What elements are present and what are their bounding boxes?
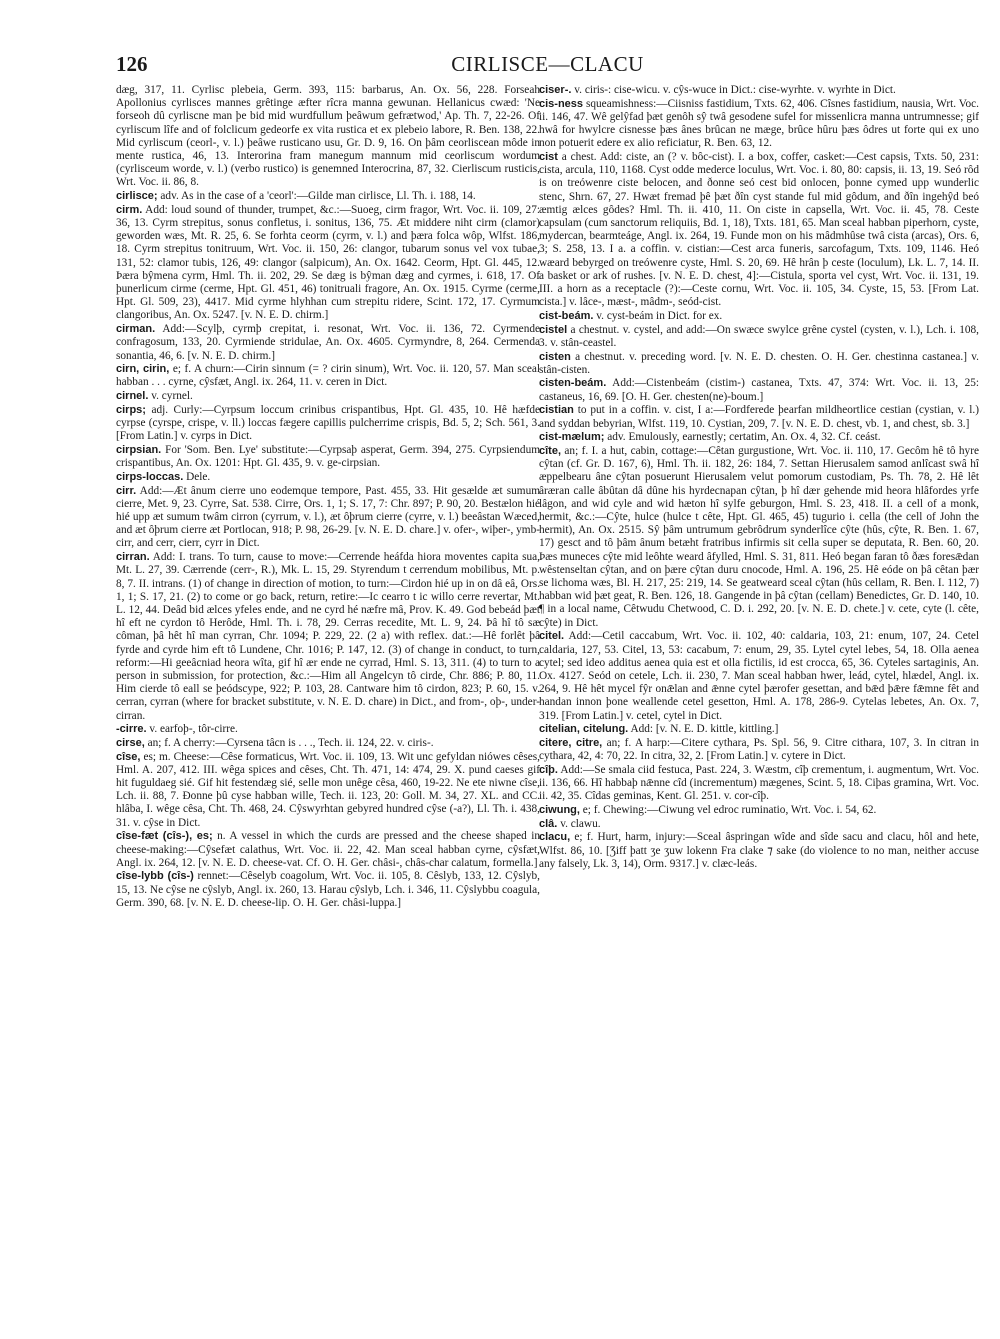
page-header bbox=[116, 52, 979, 80]
entry-headword: cistel bbox=[539, 323, 568, 336]
entry-text: v. ciris-: cise-wicu. v. cŷs-wuce in Dict.: cise-wyrhte. v. wyrhte in Dict. bbox=[574, 84, 896, 96]
entry-text: e; f. Chewing:—Ciwung vel edroc ruminatio, Wrt. Voc. i. 54, 62. bbox=[582, 803, 877, 816]
dictionary-entry bbox=[116, 84, 540, 190]
entry-text: v. clawu. bbox=[560, 817, 601, 830]
dictionary-entry bbox=[539, 404, 979, 430]
entry-text: es; m. Cheese:—Cêse formaticus, Wrt. Voc. ii. 109, 13. Wit unc gefyldan niówes cêses, Hml. A. 207, 412. III. wêga spices and cêses, Cht. Th. 471, 14: 474, 29. X. pund caeses gif hit fuguldaeg sié. Gif hit festendæg sié, selle mon unêge cêsa, 460, 19-22. Ne ete niwne cîse, Lch. ii. 88, 7. Ðonne þû cyse habban wille, Tech. ii. 123, 20: Goll. M. 34, 27. XL. and CC. hlâba, I. wêge cêsa, Cht. Th. 468, 24. Cŷswyrhtan gebyred hundred cŷse (-a?), Ll. Th. i. 438, 31. v. cŷse in Dict. bbox=[116, 750, 540, 829]
entry-headword: -cirre. bbox=[116, 723, 147, 736]
entry-text: Add:—Æt ânum cierre uno eodemque tempore, Past. 455, 33. Hit gesælde æt sumum cierre, Met. 9, 23. Cyrre, Sat. 538. Cirre, Ors. 1, 1; S. 17, 7: Chr. 897; P. 90, 20. Bestælon hié hié upp æt sumum twâm cirron (cyrrum, v. l.), æt ôþrum cierre (cyrre, v. l.) beeâstan Wæced, and æt ôþrum cierre æt Portlocan, 918; P. 98, 26-29. [v. N. E. D. chare.] v. ofer-, wiþer-, ymb-cirr, and cerr, cierr, cyrr in Dict. bbox=[116, 484, 540, 550]
entry-text: Add: [v. N. E. D. kittle, kittling.] bbox=[630, 723, 779, 736]
entry-text: a chest. Add: ciste, an (? v. bôc-cist). I. a box, coffer, casket:—Cest capsis, Txts. 50, 231: cista, arcula, 110, 1168. Cyst odde mederce loculus, Wrt. Voc. i. 80, 80: capsis, ii. 13, 19. Seó rôd is on treówenre ciste belocen, and ðonne seó cest bid onlocen, þonne cymed upp wunderlic stenc, Shrn. 67, 27. Hwæt fremad þê þæt ðîn cyst stande ful mid gôdum, and ðîn ingehŷd beó æmtig ælces gôdes? Hml. Th. ii. 410, 11. On ciste in capsella, Wrt. Voc. ii. 45, 78. Ceste capsulam (cum sanctorum reliquiis, Bd. 1, 18), Txts. 181, 65. Man sceal habban piperhorn, cyste, mydercan, bearmteáge, Angl. ix. 264, 19. Funde mon on his mâdmhûse twâ cista (arcas), Ors. 6, 3; S. 258, 13. I a. a coffin. v. cistian:—Cest arca funeris, sarcofagum, Txts. 109, 1146. Heó wæard bebyrged on treówenre cyste, Hml. S. 20, 69. Hê hrân þ ceste (loculum), Lk. L. 7, 14. II. a basket or ark of rushes. [v. N. E. D. chest, 4]:—Cistula, sporta vel cyst, Wrt. Voc. ii. 131, 19. III. a horn as a receptacle (?):—Ceste cornu, Wrt. Voc. ii. 105, 34. Cyste, 15, 53. [From Lat. cista.] v. lâce-, mæst-, mâdm-, seód-cist. bbox=[539, 151, 979, 309]
dictionary-entry bbox=[116, 751, 540, 830]
dictionary-entry bbox=[116, 404, 540, 444]
entry-headword: cîte, bbox=[539, 444, 562, 457]
entry-text: Add: loud sound of thunder, trumpet, &c.:—Suoeg, cirm fragor, Wrt. Voc. ii. 109, 27: 36, 13. Cyrm strepitus, sonus confletus, i. sonitus, 136, 75. Æt middere niht cirm (clamor) geworden wæs, Mt. R. 25, 6. Se forhta ceorm (cyrm, v. l.) and þæra folca wôp, Wlfst. 186, 18. Cyrm strepitus tonitruum, Wrt. Voc. ii. 150, 26: clangor, tubarum sonus vel vox tubae, 131, 52: clamor tubis, 126, 49: clangor (salpicum), An. Ox. 1642. Ceorm, Hpt. Gl. 445, 12. Þæra bŷmena cyrm, Hml. Th. ii. 202, 29. Se dæg is bŷman dæg and cyrmes, i. 618, 17. Of þunerlicum cirme (cerme, Hpt. Gl. 451, 46) tonitruali fragore, An. Ox. 1915. Cyrme (cerme, Hpt. Gl. 509, 23), 4417. Mid cyrme hlyhhan cum strepitu ridere, Scint. 172, 17. Cyrmum clangoribus, An. Ox. 5247. [v. N. E. D. chirm.] bbox=[116, 203, 540, 322]
entry-text: Dele. bbox=[186, 470, 211, 483]
dictionary-entry bbox=[539, 723, 979, 736]
dictionary-entry bbox=[116, 485, 540, 551]
dictionary-entry bbox=[539, 804, 979, 817]
entry-headword: cirm. bbox=[116, 203, 143, 216]
entry-headword: cirnel. bbox=[116, 390, 149, 403]
entry-text: e; f. A churn:—Cirin sinnum (= ? cirin sinum), Wrt. Voc. ii. 120, 57. Man sceal habban . . . cyrne, cŷsfæt, Angl. ix. 264, 11. v. ceren in Dict. bbox=[116, 363, 540, 389]
dictionary-entry bbox=[116, 444, 540, 470]
entry-headword: cîse-lybb (cîs-) bbox=[116, 870, 194, 883]
entry-headword: cirman. bbox=[116, 323, 156, 336]
dictionary-entry bbox=[539, 818, 979, 831]
entry-headword: cirr. bbox=[116, 484, 137, 497]
entry-headword: cist-mælum; bbox=[539, 431, 605, 444]
entry-headword: cîse-fæt (cîs-), es; bbox=[116, 830, 213, 843]
dictionary-entry bbox=[116, 737, 540, 750]
entry-headword: citel. bbox=[539, 630, 565, 643]
dictionary-entry bbox=[116, 870, 540, 910]
entry-text: v. cyrnel. bbox=[151, 390, 193, 403]
dictionary-entry bbox=[539, 377, 979, 403]
entry-text: a chestnut. v. preceding word. [v. N. E. D. chesten. O. H. Ger. chestinna castanea.] v. stân-cisten. bbox=[539, 350, 979, 376]
dictionary-entry bbox=[116, 471, 540, 484]
entry-headword: cirpsian. bbox=[116, 443, 162, 456]
dictionary-entry bbox=[539, 445, 979, 630]
entry-text: Add:—Scylþ, cyrmþ crepitat, i. resonat, Wrt. Voc. ii. 136, 72. Cyrmende confragosum, 133, 20. Cyrmiende stridulae, An. Ox. 4605. Cyrmyndre, 8, 264. Cermenda sonantia, 46, 6. [v. N. E. D. chirm.] bbox=[116, 323, 540, 362]
dictionary-entry bbox=[116, 204, 540, 323]
dictionary-entry bbox=[539, 431, 979, 444]
entry-headword: cirse, bbox=[116, 736, 145, 749]
entry-text: adv. Emulously, earnestly; certatim, An. Ox. 4, 32. Cf. ceást. bbox=[607, 431, 881, 444]
entry-text: an; f. A cherry:—Cyrsena tâcn is . . ., Tech. ii. 124, 22. v. ciris-. bbox=[147, 736, 434, 749]
left-column bbox=[116, 84, 540, 1304]
entry-headword: cistian bbox=[539, 404, 574, 417]
dictionary-entry bbox=[539, 98, 979, 151]
dictionary-entry bbox=[539, 351, 979, 377]
entry-text: e; f. Hurt, harm, injury:—Sceal âspringan wîde and sîde sacu and clacu, hôl and hete, Wlfst. 86, 10. [Ʒiff þatt ʒe ʒuw lokenn Fra clake ⁊ sake (do violence to no man, neither accuse any falsely, Lk. 3, 14), Orm. 9317.] v. clæc-leás. bbox=[539, 831, 979, 870]
entry-text: For 'Som. Ben. Lye' substitute:—Cyrpsaþ asperat, Germ. 394, 275. Cyrpsiendum crispantibus, An. Ox. 1201: Hpt. Gl. 435, 9. v. ge-cirpsian. bbox=[116, 443, 540, 470]
entry-headword: ciwung, bbox=[539, 803, 580, 816]
entry-text: an; f. I. a hut, cabin, cottage:—Cêtan gurgustione, Wrt. Voc. ii. 110, 17. Gecôm hê tô hyre cŷtan (cf. Gr. D. 167, 6), Hml. Th. ii. 182, 26: 184, 7. Settan Hierusalem samod anlîcast swâ hî æppelbearu âne cŷtan posuerunt Hierusalem velut pomorum custodiam, Ps. Th. 78, 2. Hê lêt âræran calle âbûtan dâ dûne his hyrdecnapan cŷtan, þ hî dær gehende mid heora hlâfordes yrfe lâgon, and wid cyle and wid hæton hî sylfe geburgon, Hml. S. 23, 418. II. a cell of a monk, hermit, &c.:—Cŷte, hulce (hulce t cête, Hpt. Gl. 465, 45) tugurio i. cella (the cell of John the hermit), An. Ox. 2515. Sŷ þâm untrumum gebrôdrum synderlîce cŷte (hûs, cŷte, R. Ben. 1. 67, 17) gesct and tô þâm ânum betæht fratribus infirmis sit cella super se deputata, R. Ben. 60, 20. Þæs muneces cŷte mid leôhte weard âfylled, Hml. S. 31, 811. Heó began faran tô ðæs foresǣdan wêstenseltan cŷtan, and on þære cŷtan duru cnocode, Hml. A. 196, 25. Hê eóde on þâ cêtan þær se lichoma wæs, Bl. H. 217, 25: 219, 14. Se geatweard sceal cŷtan (hûs cellam, R. Ben. I. 112, 7) habban wid þæt geat, R. Ben. 126, 18. Gangende in þâ cŷtan (cellam) Benedictes, Gr. D. 140, 10. ¶ in a local name, Cêtwudu Chetwood, C. D. i. 292, 20. [v. N. E. D. chete.] v. cete, cyte (l. cête, cŷte) in Dict. bbox=[539, 444, 979, 629]
dictionary-entry bbox=[116, 723, 540, 736]
entry-headword: cisten-beám. bbox=[539, 377, 607, 390]
entry-headword: cirps; bbox=[116, 403, 146, 416]
entry-headword: clacu, bbox=[539, 831, 571, 844]
entry-text: a chestnut. v. cystel, and add:—On swæce swylce grêne cystel (cysten, v. l.), Lch. i. 108, 3. v. stân-ceastel. bbox=[539, 323, 979, 349]
entry-text: to put in a coffin. v. cist, I a:—Fordferede þearfan mildheortlice cestian (cystian, v. l.) and syddan bebyrian, Wlfst. 119, 10. Cystian, 209, 7. [v. N. E. D. chest, vb. 1, and chest, sb. 3.] bbox=[539, 404, 979, 430]
dictionary-entry bbox=[116, 551, 540, 723]
entry-text: adj. Curly:—Cyrpsum loccum crinibus crispantibus, Hpt. Gl. 435, 10. Hê hæfde cyrpse (cyrspe, crispe, v. ll.) loccas fægere capillis pulcherrime crispis, Bd. 5, 2; Sch. 561, 3. [From Latin.] v. cyrps in Dict. bbox=[116, 403, 540, 443]
page-number: 126 bbox=[116, 52, 148, 76]
entry-headword: citere, citre, bbox=[539, 736, 603, 749]
entry-text: squeamishness:—Ciisniss fastidium, Txts. 62, 406. Cîsnes fastidium, nausia, Wrt. Voc. ii. 146, 47. Wê gelŷfad þæt genôh sŷ twâ gesodene sufel for missenlicra manna untrumnesse; gif hwâ for hwylcre cisnesse þæs ânes brûcan ne mæge, brûce hûru þæs ôdres ut forte qui ex uno non potuerit edere ex alio reficiatur, R. Ben. 63, 12. bbox=[539, 97, 979, 150]
entry-text: v. earfoþ-, tôr-cirre. bbox=[149, 723, 238, 736]
dictionary-entry bbox=[539, 151, 979, 309]
dictionary-entry bbox=[116, 190, 540, 203]
dictionary-entry bbox=[116, 390, 540, 403]
entry-headword: cîse, bbox=[116, 750, 141, 763]
dictionary-entry bbox=[539, 84, 979, 97]
running-head: CIRLISCE—CLACU bbox=[451, 52, 644, 76]
entry-text: Add: I. trans. To turn, cause to move:—Cerrende heáfda hiora moventes capita sua, Mt. L. 27, 39. Cærrende (cerr-, R.), Mk. L. 15, 29. Styrendum t cerrendum mobilibus, Mt. p. 8, 7. II. intrans. (1) of change in direction of motion, to turn:—Cirdon hié up in on dâ eâ, Ors. 1, 1; S. 17, 21. (2) to come or go back, return, retire:—Ic cearro t ic willo cerre revertar, Mt. L. 12, 44. Deâd bid ælces yfeles ende, and ne cyrd hé næfre mâ, Prov. K. 49. God bebeád þæt hî eft ne cyrdon tô Herôde, Hml. Th. i. 78, 29. Cerras recedite, Mt. L. 9, 24. Þâ hî tô sæ côman, þâ hêt hî man cyrran, Chr. 1094; P. 229, 22. (2 a) with reflex. dat.:—Hê forlêt þâ fyrde and cyrde him eft tô Lundene, Chr. 1016; P. 147, 12. (3) of change in conduct, to turn, reform:—Hi geeâcniad heora wîta, gif hî ær ende ne cyrrad, Hml. S. 13, 311. (4) to turn to a person in submission, for protection, &c.:—Him all Angelcyn tô cirde, Chr. 886; P. 80, 11. Him cierde tô eall se þeódscype, 922; P. 103, 28. Cantware him tô cirdon, 823; P. 60, 15. v. cerran, cyrran (where for bracket substitute, v. N. E. D. chare) in Dict., and from-, oþ-, under-cirran. bbox=[116, 551, 540, 722]
entry-headword: cis-ness bbox=[539, 97, 584, 110]
dictionary-entry bbox=[539, 831, 979, 871]
entry-headword: cirran. bbox=[116, 551, 150, 564]
entry-headword: cirlisce; bbox=[116, 190, 158, 203]
entry-headword: cist-beám. bbox=[539, 309, 594, 322]
dictionary-entry bbox=[539, 630, 979, 722]
entry-headword: ciser-. bbox=[539, 84, 572, 96]
entry-text: an; f. A harp:—Citere cythara, Ps. Spl. 56, 9. Citre cithara, 107, 3. In citran in cythara, 42, 4: 70, 22. In citra, 32, 2. [From Latin.] v. cytere in Dict. bbox=[539, 736, 979, 763]
dictionary-entry bbox=[116, 830, 540, 870]
entry-text: n. A vessel in which the curds are pressed and the cheese shaped in cheese-making:—Cŷsefæt calathus, Wrt. Voc. ii. 22, 42. Man sceal habban cyrne, cŷsfæt, Angl. ix. 264, 12. [v. N. E. D. cheese-vat. Cf. O. H. Ger. châsi-, châs-char calatum, formella.] bbox=[116, 830, 540, 869]
entry-text: dæg, 317, 11. Cyrlisc plebeia, Germ. 393, 115: barbarus, An. Ox. 56, 228. Forseah Apollonius cyrlisces mannes grêtinge æfter rîcra manna gewunan. Hellanicus cwæd: 'Ne forseoh dû cyrliscne man þe bid mid wurdfullum þeâwum gefrætwod,' Ap. Th. 7, 22-26. Of cyrliscum lîfe and of folclicum gedeorfe ex vita rustica et ex plebeio labore, R. Ben. 138, 22. Mid cyrliscum (ceorl-, v. l.) þeâwe rusticano usu, Gr. D. 9, 16. On þâm ceorliscean môde in mente rustica, 46, 13. Interorina fram manegum mannum mid ceorliscum wordum (cyrlisceum worde, v. l.) (verbo rustico) is genemned Interocrina, 87, 32. Cierliscum rusticis, Wrt. Voc. ii. 86, 8. bbox=[116, 84, 540, 189]
dictionary-entry bbox=[539, 737, 979, 763]
entry-headword: cist bbox=[539, 151, 558, 164]
dictionary-entry bbox=[116, 363, 540, 389]
entry-headword: citelian, citelung. bbox=[539, 723, 629, 736]
entry-text: Add:—Cetil caccabum, Wrt. Voc. ii. 102, 40: caldaria, 103, 21: enum, 107, 24. Cetel caldaria, 127, 53. Citel, 13, 53: cacabum, 7: enum, 29, 35. Lytel cytel lebes, 54, 18. Olla aenea cytel; sed ideo additus aenea quia est et olla fictilis, id est crocca, 65, 36. Cyteles sartaginis, An. Ox. 4127. Seód on cetele, Lch. ii. 230, 7. Man sceal habban hwer, leád, cytel, hlædel, Angl. ix. 264, 9. Hê hêt mycel fŷr onǣlan and ǣnne cytel þærofer gesettan, and bǣd þǣre fǣmne fêt and handan innon þone weallende cetel gesetton, Hml. A. 178, 286-9. Cytelas lebetes, An. Ox. 7, 319. [From Latin.] v. cetel, cytel in Dict. bbox=[539, 630, 979, 722]
entry-headword: cîþ. bbox=[539, 763, 558, 776]
entry-text: v. cyst-beám in Dict. for ex. bbox=[596, 309, 723, 322]
entry-text: adv. As in the case of a 'ceorl':—Gilde man cirlisce, Ll. Th. i. 188, 14. bbox=[160, 190, 476, 203]
entry-text: Add:—Se smala ciid festuca, Past. 224, 3. Wæstm, cîþ crementum, i. augmentum, Wrt. Voc. ii. 136, 66. Hî habbaþ nǣnne cîd (incrementum) mægenes, Scint. 5, 18. Ciþas gramina, Wrt. Voc. ii. 42, 35. Cîdas geminas, Kent. Gl. 251. v. cor-cîþ. bbox=[539, 763, 979, 803]
entry-headword: cirn, cirin, bbox=[116, 363, 170, 376]
entry-headword: cisten bbox=[539, 350, 571, 363]
entry-text: Add:—Cistenbeám (cistim-) castanea, Txts. 47, 374: Wrt. Voc. ii. 13, 25: castaneus, 16, 69. [O. H. Ger. chesten(ne)-boum.] bbox=[539, 377, 979, 403]
entry-headword: clâ. bbox=[539, 817, 558, 830]
entry-headword: cirps-loccas. bbox=[116, 470, 184, 483]
entry-text: rennet:—Cêselyb coagolum, Wrt. Voc. ii. 105, 8. Cêslyb, 133, 12. Cŷslyb, 15, 13. Ne cŷse ne cŷslyb, Angl. ix. 260, 13. Harau cŷslyb, Lch. i. 346, 11. Cŷslybbu coagula, Germ. 390, 68. [v. N. E. D. cheese-lip. O. H. Ger. châsi-luppa.] bbox=[116, 870, 540, 909]
right-column bbox=[539, 84, 979, 1304]
dictionary-entry bbox=[539, 310, 979, 323]
dictionary-entry bbox=[116, 323, 540, 363]
dictionary-entry bbox=[539, 764, 979, 804]
dictionary-entry bbox=[539, 324, 979, 350]
